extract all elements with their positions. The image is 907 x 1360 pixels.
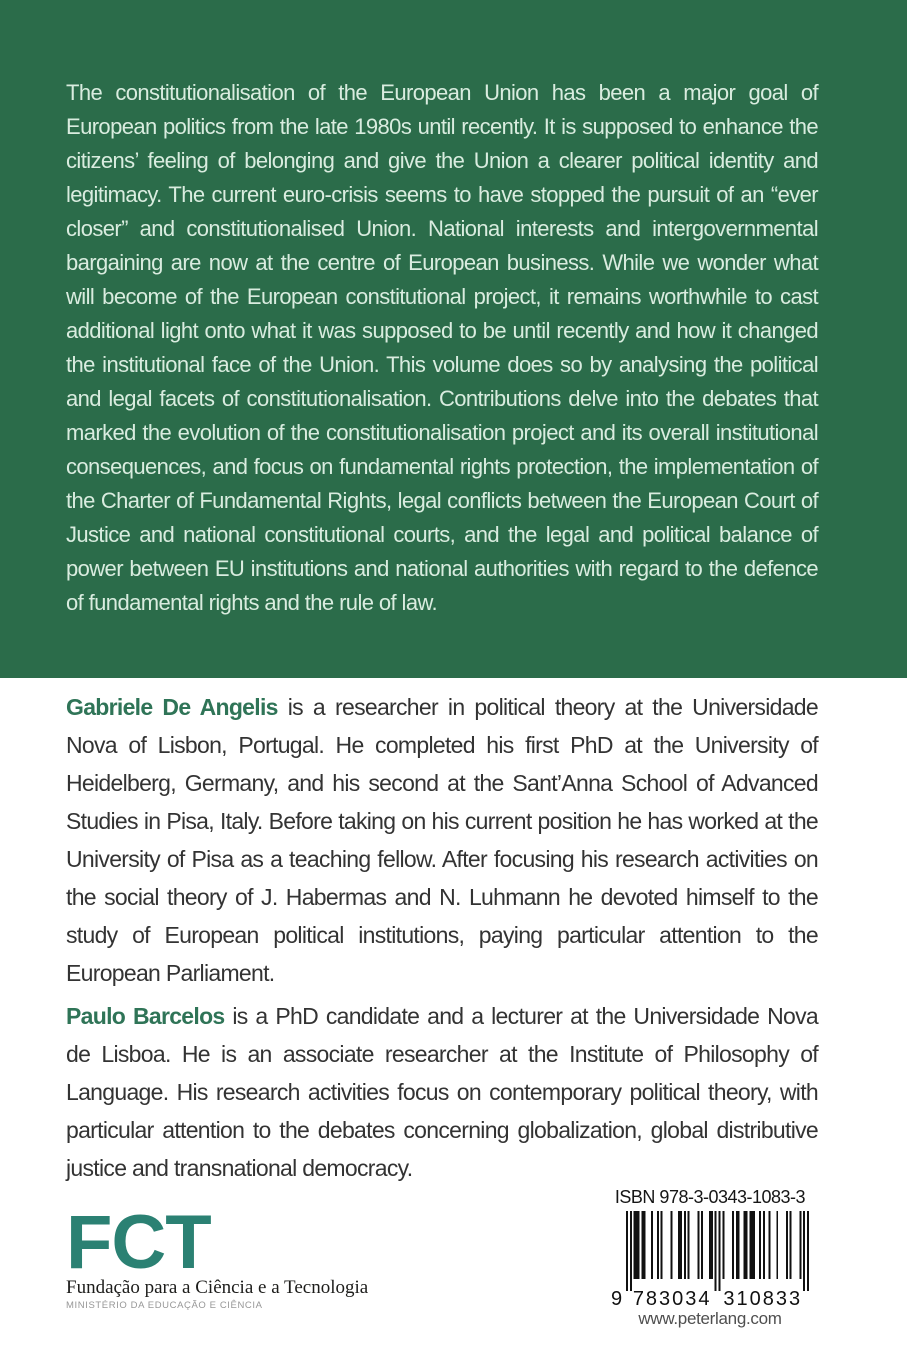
synopsis-section xyxy=(0,0,907,678)
fct-logo xyxy=(66,1200,396,1311)
fct-ministry-line: MINISTÉRIO DA EDUCAÇÃO E CIÊNCIA xyxy=(66,1300,263,1311)
author-bio xyxy=(66,688,818,992)
author-name: Paulo Barcelos xyxy=(66,1003,225,1029)
svg-text:9: 9 xyxy=(611,1288,623,1308)
ean13-barcode xyxy=(604,1211,816,1308)
isbn-block xyxy=(604,1186,816,1329)
svg-text:783034: 783034 xyxy=(632,1288,712,1308)
author-name: Gabriele De Angelis xyxy=(66,694,278,720)
svg-text:310833: 310833 xyxy=(723,1288,803,1308)
author-bios-section xyxy=(0,678,907,1187)
fct-acronym: FCT xyxy=(66,1200,211,1285)
isbn-label: ISBN 978-3-0343-1083-3 xyxy=(614,1187,806,1207)
author-bio-text: is a PhD candidate and a lecturer at the Universidade Nova de Lisboa. He is an associate researcher at the Institute of Philosophy of Language. His research activities focus on contemporary political theory, with particular attention to the debates concerning globalization, global distributive justice and transnational democracy. xyxy=(66,1003,818,1181)
synopsis-text: The constitutionalisation of the European Union has been a major goal of European politics from the late 1980s until recently. It is supposed to enhance the citizens’ feeling of belonging and give the Union a clearer political identity and legitimacy. The current euro-crisis seems to have stopped the pursuit of an “ever closer” and constitutionalised Union. National interests and intergovernmental bargaining are now at the centre of European business. While we wonder what will become of the European constitutional project, it remains worthwhile to cast additional light onto what it was supposed to be until recently and how it changed the institutional face of the Union. This volume does so by analysing the political and legal facets of constitutionalisation. Contributions delve into the debates that marked the evolution of the constitutionalisation project and its overall institutional consequences, and focus on fundamental rights protection, the implementation of the Charter of Fundamental Rights, legal conflicts between the European Court of Justice and national constitutional courts, and the legal and political balance of power between EU institutions and national authorities with regard to the defence of fundamental rights and the rule of law. xyxy=(66,80,818,615)
author-bio-text: is a researcher in political theory at the Universidade Nova of Lisbon, Portugal. He completed his first PhD at the University of Heidelberg, Germany, and his second at the Sant’Anna School of Advanced Studies in Pisa, Italy. Before taking on his current position he has worked at the University of Pisa as a teaching fellow. After focusing his research activities on the social theory of J. Habermas and N. Luhmann he devoted himself to the study of European political institutions, paying particular attention to the European Parliament. xyxy=(66,694,818,986)
fct-full-name: Fundação para a Ciência e a Tecnologia xyxy=(66,1277,369,1298)
publisher-website: www.peterlang.com xyxy=(638,1309,782,1328)
author-bio xyxy=(66,997,818,1187)
